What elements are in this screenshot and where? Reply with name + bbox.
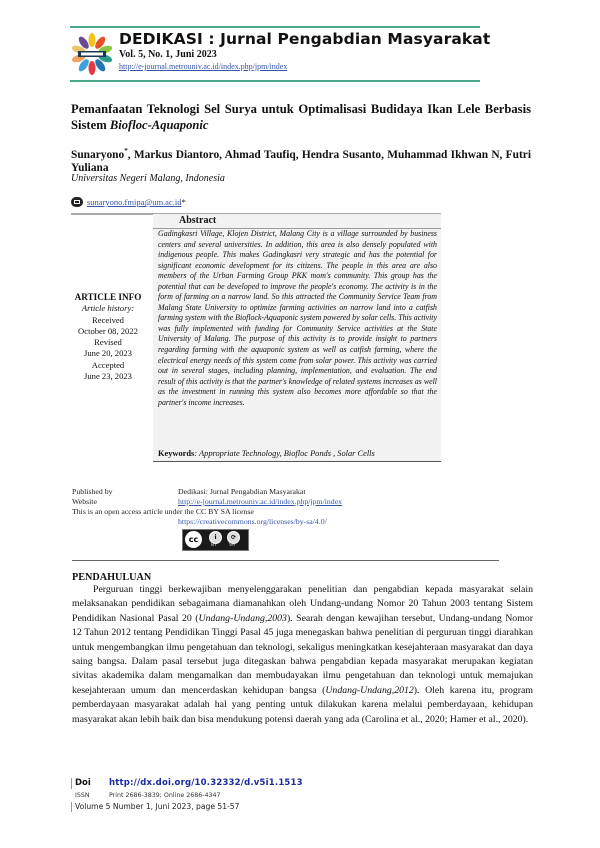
article-authors bbox=[71, 145, 531, 176]
article-title bbox=[71, 101, 531, 133]
article-title-main: Pemanfaatan Teknologi Sel Surya untuk Optimalisasi Budidaya Ikan Lele Berbasis Sistem bbox=[71, 102, 531, 132]
journal-url-link[interactable]: http://e-journal.metrouniv.ac.id/index.php/jpm/index bbox=[119, 62, 288, 71]
published-by-label: Published by bbox=[72, 487, 113, 496]
abstract-heading: Abstract bbox=[179, 215, 217, 226]
cc-by-sa-badge[interactable] bbox=[182, 529, 249, 551]
header-rule-bottom bbox=[70, 80, 480, 82]
issn-value: Print 2686-3839; Online 2686-4347 bbox=[109, 792, 221, 799]
co-authors: , Markus Diantoro, Ahmad Taufiq, Hendra Susanto, Muhammad Ikhwan N, Futri Yuliana bbox=[71, 148, 531, 175]
section-divider bbox=[72, 560, 499, 561]
doi-link[interactable]: http://dx.doi.org/10.32332/d.v5i1.1513 bbox=[109, 778, 303, 788]
section-title: PENDAHULUAN bbox=[72, 572, 152, 583]
journal-title: DEDIKASI : Jurnal Pengabdian Masyarakat bbox=[119, 30, 491, 48]
accepted-date: June 23, 2023 bbox=[84, 371, 132, 382]
abstract-text: Gadingkasri Village, Klojen District, Malang City is a village surrounded by business centers and several universities. In addition, this area is also densely populated with indigenous people. This makes Gadingkasri very strategic and has the potential for significant economic development for its citizens. The people in this area are also members of the Urban Farming Group PKK mom's community. This group has the potential that can be developed to improve the people's economy. The activity is in the form of farming on a narrow land. So this attracted the Community Service Team from Malang State University to optimize farming activities on narrow land into a catfish farming system with the Bioflock-Aquaponic system powered by solar cells. This activity was fully implemented with funding for Community Service activities at the State University of Malang. The purpose of this activity is to provide insight to partners regarding farming with the aquaponic system as well as catfish farming, where the electrical energy needs of this system come from solar power. This activity was carried out in several stages, including planning, implementation, and evaluation. The end result of this activity is that the partner's knowledge of related systems increases as well as the investment in running this system also becomes more affordable so that the partner's income increases. bbox=[158, 229, 437, 407]
keywords-list: : Appropriate Technology, Biofloc Ponds , Solar Cells bbox=[194, 449, 375, 458]
license-link[interactable]: https://creativecommons.org/licenses/by-sa/4.0/ bbox=[178, 517, 327, 526]
article-info bbox=[66, 292, 150, 382]
article-history-label: Article history: bbox=[81, 303, 135, 314]
body-text-part: ). Oleh karena itu, program pemberdayaan masyarakat adalah hal yang penting untuk dilakukan karena melalui pemberdayaan, kehidupan masyarakat akan lebih baik dan bisa mendukung potensi daerah yang ada (Carolina et al., 2020; Hamer et al., 2020). bbox=[72, 684, 533, 725]
received-label: Received bbox=[92, 314, 124, 325]
keywords bbox=[158, 449, 438, 458]
accepted-label: Accepted bbox=[91, 359, 125, 370]
abstract-bottom-rule bbox=[153, 461, 441, 462]
website-label: Website bbox=[72, 497, 97, 506]
header-rule-top bbox=[70, 26, 480, 28]
body-paragraph bbox=[72, 583, 533, 727]
corresponding-author: Sunaryono bbox=[71, 148, 125, 161]
published-by-value: Dedikasi: Jurnal Pengabdian Masyarakat bbox=[178, 487, 306, 496]
abstract-header bbox=[153, 214, 441, 229]
footer-bar bbox=[71, 802, 72, 812]
received-date: October 08, 2022 bbox=[78, 325, 138, 336]
citation: Undang-Undang,2012 bbox=[325, 684, 414, 696]
citation: Undang-Undang,2003 bbox=[198, 612, 287, 624]
body-text-part: Perguruan tinggi berkewajiban menyelenggarakan penelitian dan pengabdian kepada masyarakat selain melaksanakan pendidikan sebagaimana diamanahkan oleh Undang-undang Nomor 20 Tahun 2003 tentang Sistem Pendidikan Nasional Pasal 20 ( bbox=[72, 584, 533, 624]
cc-icon: cc bbox=[185, 531, 202, 548]
website-link[interactable]: http://e-journal.metrouniv.ac.id/index.php/jpm/index bbox=[178, 497, 343, 506]
article-title-italic: Biofloc-Aquaponic bbox=[109, 118, 209, 132]
by-icon: i bbox=[209, 531, 222, 544]
revised-label: Revised bbox=[94, 337, 122, 348]
issn-label: ISSN bbox=[75, 792, 90, 799]
body-text-part: ). Searah dengan kewajihan tersebut, Undang-undang Nomor 12 Tahun 2012 tentang Pendidikan Tinggi Pasal 45 juga menegaskan bahwa penelitian di perguruan tinggi diarahkan untuk mengembangkan ilmu pengetahuan dan teknologi, sekaligus meningkatkan kesejahteraan masyarakat dan daya saing bangsa. Dalam pasal tersebut juga ditegaskan bahwa pengabdian kepada masyarakat merupakan kegiatan sivitas akademika dalam mengamalkan dan membudayakan ilmu pengetahuan dan teknologi untuk memajukan kesejahteraan umum dan mencerdaskan kehidupan bangsa ( bbox=[72, 612, 533, 696]
article-info-title: ARTICLE INFO bbox=[74, 292, 142, 302]
email-link[interactable]: sunaryono.fmipa@um.ac.id bbox=[87, 197, 182, 207]
sa-label: SA bbox=[229, 543, 236, 548]
revised-date: June 20, 2023 bbox=[84, 348, 132, 359]
license-text: This is an open access article under the CC BY SA license bbox=[72, 507, 254, 516]
footer-bar bbox=[71, 778, 72, 789]
journal-logo-icon bbox=[70, 32, 114, 76]
affiliation: Universitas Negeri Malang, Indonesia bbox=[71, 173, 225, 184]
email-row bbox=[71, 197, 186, 207]
email-mark: * bbox=[181, 197, 186, 207]
volume-info: Volume 5 Number 1, Juni 2023, page 51-57 bbox=[75, 802, 240, 811]
journal-volume: Vol. 5, No. 1, Juni 2023 bbox=[119, 49, 217, 60]
corresponding-mark: * bbox=[124, 147, 128, 155]
keywords-label: Keywords bbox=[158, 449, 195, 458]
doi-label: Doi bbox=[75, 778, 91, 788]
by-label: BY bbox=[211, 543, 217, 548]
sa-icon: ⟳ bbox=[227, 531, 240, 544]
email-icon bbox=[71, 197, 83, 207]
